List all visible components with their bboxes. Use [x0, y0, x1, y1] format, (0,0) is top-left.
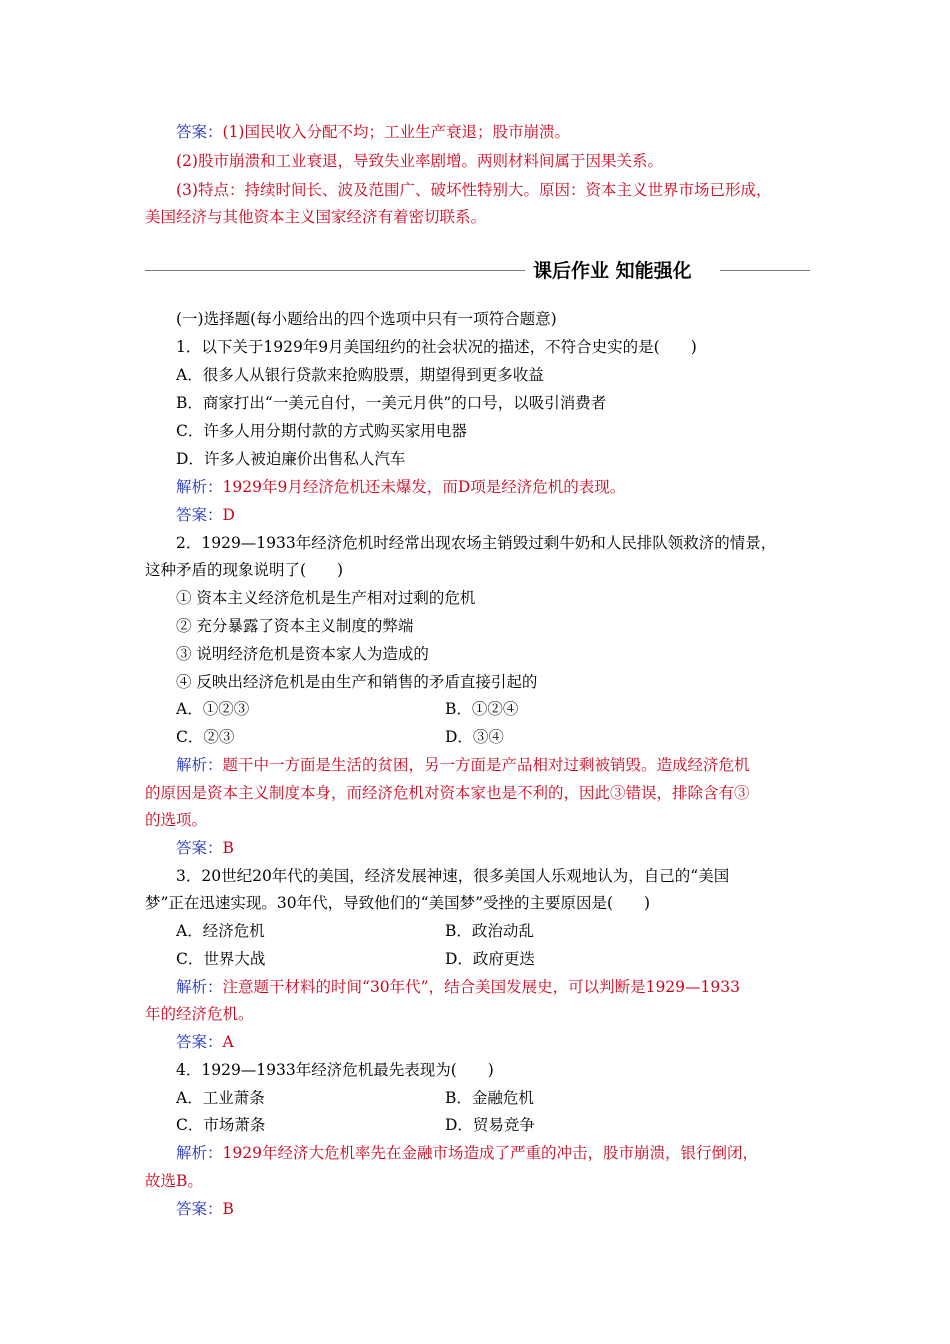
q2-item-4: ④ 反映出经济危机是由生产和销售的矛盾直接引起的: [176, 673, 538, 691]
q1-option-a: A．很多人从银行贷款来抢购股票，期望得到更多收益: [176, 366, 544, 384]
analysis-label: 解析：: [176, 1144, 223, 1162]
q2-item-1: ① 资本主义经济危机是生产相对过剩的危机: [176, 589, 476, 607]
q4-analysis-line-1: [176, 1143, 758, 1163]
q4-analysis-line-2: 故选B。: [145, 1172, 203, 1190]
q1-stem: 1．以下关于1929年9月美国纽约的社会状况的描述，不符合史实的是( ): [176, 338, 697, 356]
q1-analysis-text: 1929年9月经济危机还未爆发，而D项是经济危机的表现。: [222, 478, 626, 496]
heading-rule-right: [720, 270, 810, 271]
q3-option-a: A．经济危机: [176, 922, 265, 940]
q3-stem-line-2: 梦”正在迅速实现。30年代，导致他们的“美国梦”受挫的主要原因是( ): [145, 894, 651, 912]
q2-item-2: ② 充分暴露了资本主义制度的弊端: [176, 617, 414, 635]
q1-option-b: B．商家打出“一美元自付，一美元月供”的口号，以吸引消费者: [176, 394, 607, 412]
section-heading: [145, 256, 810, 286]
q4-analysis-text: 1929年经济大危机率先在金融市场造成了严重的冲击，股市崩溃，银行倒闭，: [222, 1144, 758, 1162]
analysis-label: 解析：: [176, 478, 223, 496]
answer-line-3: (3)特点：持续时间长、波及范围广、破坏性特别大。原因：资本主义世界市场已形成，: [176, 181, 772, 199]
heading-rule-left: [145, 270, 525, 271]
q1-answer: [176, 505, 235, 525]
q2-stem-line-1: 2．1929—1933年经济危机时经常出现农场主销毁过剩牛奶和人民排队领救济的情景，: [176, 534, 777, 552]
q3-answer-value: A: [222, 1033, 234, 1051]
answer-label: 答案：: [176, 506, 223, 524]
answer-line-4: 美国经济与其他资本主义国家经济有着密切联系。: [145, 208, 487, 226]
q3-option-b: B．政治动乱: [445, 922, 534, 940]
answer-label: 答案：: [176, 839, 223, 857]
q3-option-c: C．世界大战: [176, 950, 266, 968]
part-title: (一)选择题(每小题给出的四个选项中只有一项符合题意): [176, 310, 557, 328]
answer-line-1: [176, 122, 570, 142]
analysis-label: 解析：: [176, 978, 223, 996]
q3-option-d: D．政府更迭: [445, 950, 535, 968]
q4-option-a: A．工业萧条: [176, 1089, 265, 1107]
q4-option-d: D．贸易竞争: [445, 1116, 535, 1134]
q3-analysis-text: 注意题干材料的时间“30年代”，结合美国发展史，可以判断是1929—1933: [222, 978, 740, 996]
q2-analysis-line-1: [176, 755, 750, 775]
q1-option-d: D．许多人被迫廉价出售私人汽车: [176, 450, 406, 468]
q2-option-c: C．②③: [176, 728, 235, 746]
q4-stem: 4．1929—1933年经济危机最先表现为( ): [176, 1061, 494, 1079]
answer-line-2: (2)股市崩溃和工业衰退，导致失业率剧增。两则材料间属于因果关系。: [176, 152, 663, 170]
q2-answer-value: B: [222, 839, 234, 857]
q2-option-b: B．①②④: [445, 700, 519, 718]
q1-answer-value: D: [222, 506, 235, 524]
q3-analysis-line-2: 年的经济危机。: [145, 1005, 254, 1023]
q4-answer: [176, 1199, 234, 1219]
q2-analysis-text: 题干中一方面是生活的贫困，另一方面是产品相对过剩被销毁。造成经济危机: [222, 756, 750, 774]
q2-option-d: D．③④: [445, 728, 504, 746]
q2-analysis-line-2: 的原因是资本主义制度本身，而经济危机对资本家也是不利的，因此③错误，排除含有③: [145, 784, 750, 802]
q2-answer: [176, 838, 234, 858]
q2-item-3: ③ 说明经济危机是资本家人为造成的: [176, 645, 429, 663]
q4-option-b: B．金融危机: [445, 1089, 534, 1107]
q3-stem-line-1: 3．20世纪20年代的美国，经济发展神速，很多美国人乐观地认为，自己的“美国: [176, 867, 730, 885]
q3-answer: [176, 1032, 234, 1052]
q1-option-c: C．许多人用分期付款的方式购买家用电器: [176, 422, 467, 440]
answer-label: 答案：: [176, 123, 223, 141]
analysis-label: 解析：: [176, 756, 223, 774]
q2-analysis-line-3: 的选项。: [145, 811, 208, 829]
section-title: 课后作业 知能强化: [533, 260, 692, 282]
q3-analysis-line-1: [176, 977, 740, 997]
q1-analysis: [176, 477, 625, 497]
q4-option-c: C．市场萧条: [176, 1116, 266, 1134]
answer-text: (1)国民收入分配不均；工业生产衰退；股市崩溃。: [222, 123, 570, 141]
answer-label: 答案：: [176, 1033, 223, 1051]
q2-stem-line-2: 这种矛盾的现象说明了( ): [145, 561, 344, 579]
q2-option-a: A．①②③: [176, 700, 250, 718]
answer-label: 答案：: [176, 1200, 223, 1218]
q4-answer-value: B: [222, 1200, 234, 1218]
q2-options-row-1: [176, 699, 249, 719]
